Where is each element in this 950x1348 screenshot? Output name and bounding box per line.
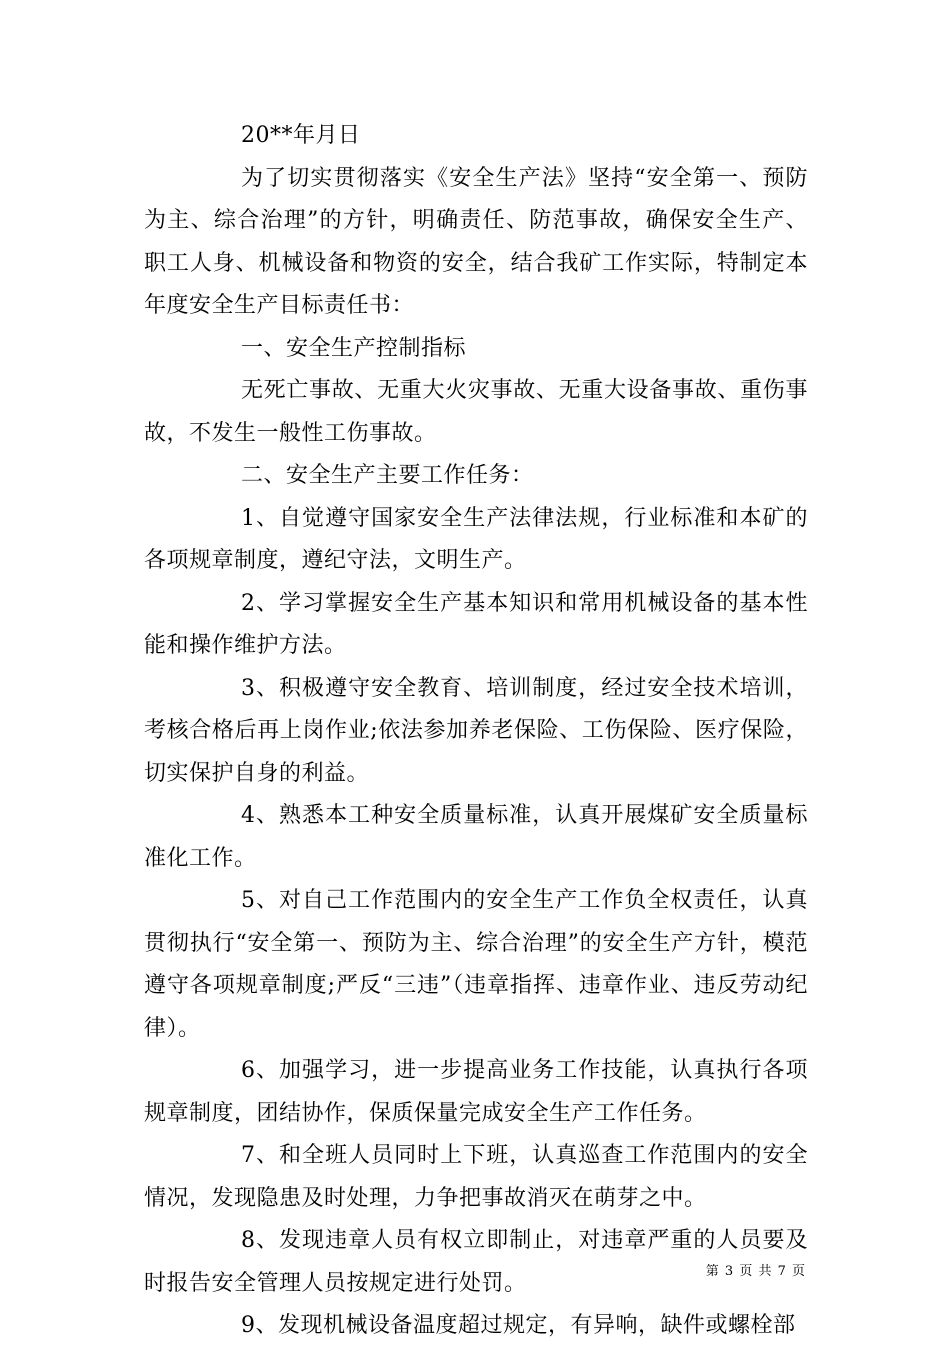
task-item-5: 5、对自己工作范围内的安全生产工作负全权责任，认真贯彻执行“安全第一、预防为主、综合治理”的安全生产方针，模范遵守各项规章制度;严反“三违”（违章指挥、违章作业、违反劳动纪律）。 [144,888,808,1041]
task-item-2: 2、学习掌握安全生产基本知识和常用机械设备的基本性能和操作维护方法。 [144,590,808,658]
task-item-1: 1、自觉遵守国家安全生产法律法规，行业标准和本矿的各项规章制度，遵纪守法，文明生产。 [144,505,808,573]
task-item-4: 4、熟悉本工种安全质量标准，认真开展煤矿安全质量标准化工作。 [144,803,808,871]
document-body [144,115,808,1348]
intro-paragraph: 为了切实贯彻落实《安全生产法》坚持“安全第一、预防为主、综合治理”的方针，明确责任、防范事故，确保安全生产、职工人身、机械设备和物资的安全，结合我矿工作实际，特制定本年度安全生产目标责任书： [144,165,808,318]
task-item-7: 7、和全班人员同时上下班，认真巡查工作范围内的安全情况，发现隐患及时处理，力争把事故消灭在萌芽之中。 [144,1143,808,1211]
control-targets-paragraph: 无死亡事故、无重大火灾事故、无重大设备事故、重伤事故，不发生一般性工伤事故。 [144,378,808,446]
task-item-8: 8、发现违章人员有权立即制止，对违章严重的人员要及时报告安全管理人员按规定进行处罚。 [144,1228,808,1296]
task-item-3: 3、积极遵守安全教育、培训制度，经过安全技术培训，考核合格后再上岗作业;依法参加养老保险、工伤保险、医疗保险，切实保护自身的利益。 [144,675,808,786]
section-heading-control-targets: 一、安全生产控制指标 [241,335,467,361]
date-line: 20**年月日 [241,123,361,148]
page-number-footer: 第 3 页 共 7 页 [705,1264,806,1279]
task-item-9: 9、发现机械设备温度超过规定，有异响，缺件或螺栓部 [241,1313,796,1338]
task-item-6: 6、加强学习，进一步提高业务工作技能，认真执行各项规章制度，团结协作，保质保量完成安全生产工作任务。 [144,1058,808,1126]
section-heading-main-tasks: 二、安全生产主要工作任务： [241,463,534,488]
